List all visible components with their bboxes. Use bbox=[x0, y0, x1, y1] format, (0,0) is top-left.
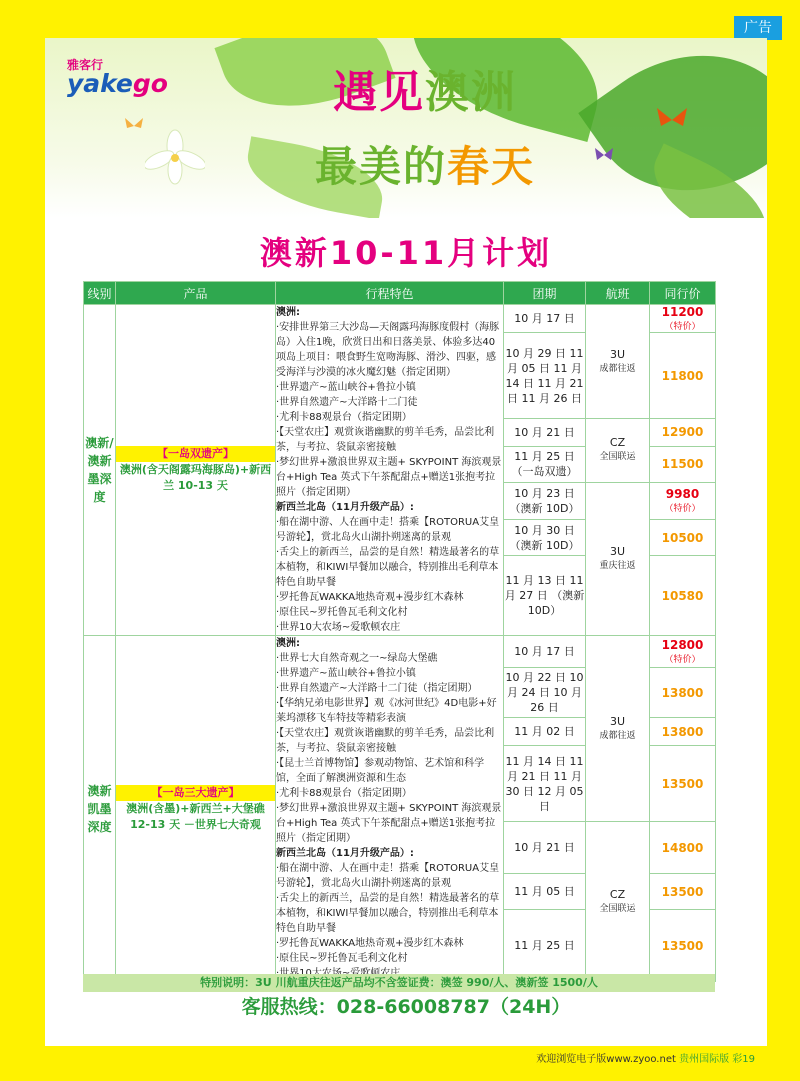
line-cell: 澳新凯墨深度 bbox=[84, 636, 116, 982]
date-cell: 11 月 25 日 bbox=[504, 910, 586, 982]
flight-cell: 3U 成都往返 bbox=[586, 305, 650, 419]
product-badge: 【一岛双遗产】 bbox=[116, 446, 275, 462]
itinerary-cell: 澳洲: ·安排世界第三大沙岛—天阁露玛海豚度假村（海豚岛）入住1晚，欣赏日出和日落美景、体验多达40项岛上项目：喂食野生宽吻海豚、滑沙、四驱，感受海洋与沙漠的冰火魔幻魅（指定团期） ·世界遗产~蓝山峡谷+鲁拉小镇 ·世界自然遗产~大洋路十二门徒 ·尤利卡88观景台（指定团期） ·【天堂农庄】观赏诙谐幽默的剪羊毛秀，品尝比利茶，与考拉、袋鼠亲密接触 ·梦幻世界+激浪世界双主题+ SKYPOINT 海滨观景台+High Tea 英式下午茶配甜点+赠送1张抱考拉照片（指定团期） 新西兰北岛（11月升级产品）: ·船在湖中游、人在画中走！搭乘【ROTORUA艾皇号游轮】，赏北岛火山湖扑朔迷离的景观 ·舌尖上的新西兰，品尝的是自然！精选最著名的草本植物，和KIWI早餐加以融合，特别推出毛利草本特色自助早餐 ·罗托鲁瓦WAKKA地热奇观+漫步红木森林 ·原住民~罗托鲁瓦毛利文化村 ·世界10大农场~爱歌顿农庄 bbox=[276, 305, 504, 636]
price-cell: 12800 （特价） bbox=[650, 636, 716, 668]
hero-title-line1: 遇见澳洲 bbox=[333, 67, 517, 118]
date-cell: 11 月 02 日 bbox=[504, 718, 586, 746]
flight-cell: 3U 重庆往返 bbox=[586, 482, 650, 636]
price-cell: 13500 bbox=[650, 910, 716, 982]
date-cell: 11 月 25 日 （一岛双遗） bbox=[504, 446, 586, 482]
table-row bbox=[84, 636, 716, 668]
price-cell: 10500 bbox=[650, 520, 716, 556]
product-cell bbox=[116, 305, 276, 636]
ad-tag: 广告 bbox=[734, 16, 782, 40]
flyer-page bbox=[45, 38, 767, 1046]
header-date: 团期 bbox=[504, 282, 586, 305]
product-cell bbox=[116, 636, 276, 982]
price-cell: 13800 bbox=[650, 668, 716, 718]
price-cell: 9980 （特价） bbox=[650, 482, 716, 520]
footer-edition: 贵州国际版 彩19 bbox=[679, 1054, 755, 1065]
date-cell: 10 月 30 日 （澳新 10D） bbox=[504, 520, 586, 556]
header-flight: 航班 bbox=[586, 282, 650, 305]
special-note: 特别说明：3U 川航重庆往返产品均不含签证费：澳签 990/人、澳新签 1500/人 bbox=[83, 974, 715, 992]
header-itinerary: 行程特色 bbox=[276, 282, 504, 305]
yakego-logo: 雅客行 yakego bbox=[67, 58, 168, 98]
itinerary-cell: 澳洲: ·世界七大自然奇观之一~绿岛大堡礁 ·世界遗产~蓝山峡谷+鲁拉小镇 ·世界自然遗产~大洋路十二门徒（指定团期） ·【华纳兄弟电影世界】观《冰河世纪》4D电影+好莱坞漂移飞车特技等精彩表演 ·【天堂农庄】观赏诙谐幽默的剪羊毛秀，品尝比利茶，与考拉、袋鼠亲密接触 ·【昆士兰首博物馆】参观动物馆、艺术馆和科学馆，全面了解澳洲资源和生态 ·尤利卡88观景台（指定团期） ·梦幻世界+激浪世界双主题+ SKYPOINT 海滨观景台+High Tea 英式下午茶配甜点+赠送1张抱考拉照片（指定团期） 新西兰北岛（11月升级产品）: ·船在湖中游、人在画中走！搭乘【ROTORUA艾皇号游轮】，赏北岛火山湖扑朔迷离的景观 ·舌尖上的新西兰，品尝的是自然！精选最著名的草本植物，和KIWI早餐加以融合，特别推出毛利草本特色自助早餐 ·罗托鲁瓦WAKKA地热奇观+漫步红木森林 ·原住民~罗托鲁瓦毛利文化村 bbox=[276, 636, 504, 982]
date-cell: 10 月 22 日 10 月 24 日 10 月 26 日 bbox=[504, 668, 586, 718]
table-row bbox=[84, 305, 716, 333]
price-cell: 11800 bbox=[650, 333, 716, 419]
tour-table bbox=[83, 281, 716, 982]
butterfly-icon bbox=[655, 106, 689, 134]
lily-icon bbox=[145, 128, 205, 188]
price-cell: 13500 bbox=[650, 746, 716, 822]
date-cell: 11 月 05 日 bbox=[504, 874, 586, 910]
date-cell: 11 月 14 日 11 月 21 日 11 月 30 日 12 月 05 日 bbox=[504, 746, 586, 822]
plan-title: 澳新10-11月计划 bbox=[259, 234, 553, 272]
butterfly-icon bbox=[593, 146, 615, 164]
header-line: 线别 bbox=[84, 282, 116, 305]
price-cell: 13500 bbox=[650, 874, 716, 910]
butterfly-icon bbox=[123, 116, 145, 136]
product-badge: 【一岛三大遗产】 bbox=[116, 785, 275, 801]
date-cell: 10 月 17 日 bbox=[504, 636, 586, 668]
header-product: 产品 bbox=[116, 282, 276, 305]
price-cell: 12900 bbox=[650, 419, 716, 447]
flight-cell: CZ 全国联运 bbox=[586, 822, 650, 982]
hero-banner bbox=[45, 38, 767, 218]
service-hotline: 客服热线：028-66008787（24H） bbox=[241, 996, 571, 1018]
product-text: 澳洲(含天阁露玛海豚岛)+新西兰 10-13 天 bbox=[119, 463, 272, 492]
footer bbox=[536, 1050, 755, 1065]
price-cell: 11500 bbox=[650, 446, 716, 482]
footer-website: 欢迎浏览电子版www.zyoo.net bbox=[536, 1054, 676, 1065]
price-cell: 11200 （特价） bbox=[650, 305, 716, 333]
flight-cell: CZ 全国联运 bbox=[586, 419, 650, 483]
date-cell: 10 月 21 日 bbox=[504, 822, 586, 874]
hero-title-line2: 最美的春天 bbox=[315, 142, 536, 191]
table-header-row bbox=[84, 282, 716, 305]
product-text: 澳洲(含墨)+新西兰+大堡礁 12-13 天 －世界七大奇观 bbox=[126, 801, 265, 831]
date-cell: 10 月 23 日 （澳新 10D） bbox=[504, 482, 586, 520]
date-cell: 10 月 21 日 bbox=[504, 419, 586, 447]
flight-cell: 3U 成都往返 bbox=[586, 636, 650, 822]
line-cell: 澳新/澳新墨深度 bbox=[84, 305, 116, 636]
price-cell: 14800 bbox=[650, 822, 716, 874]
header-price: 同行价 bbox=[650, 282, 716, 305]
price-cell: 10580 bbox=[650, 556, 716, 636]
date-cell: 10 月 17 日 bbox=[504, 305, 586, 333]
date-cell: 11 月 13 日 11 月 27 日 （澳新 10D） bbox=[504, 556, 586, 636]
price-cell: 13800 bbox=[650, 718, 716, 746]
date-cell: 10 月 29 日 11 月 05 日 11 月 14 日 11 月 21 日 11 月 26 日 bbox=[504, 333, 586, 419]
